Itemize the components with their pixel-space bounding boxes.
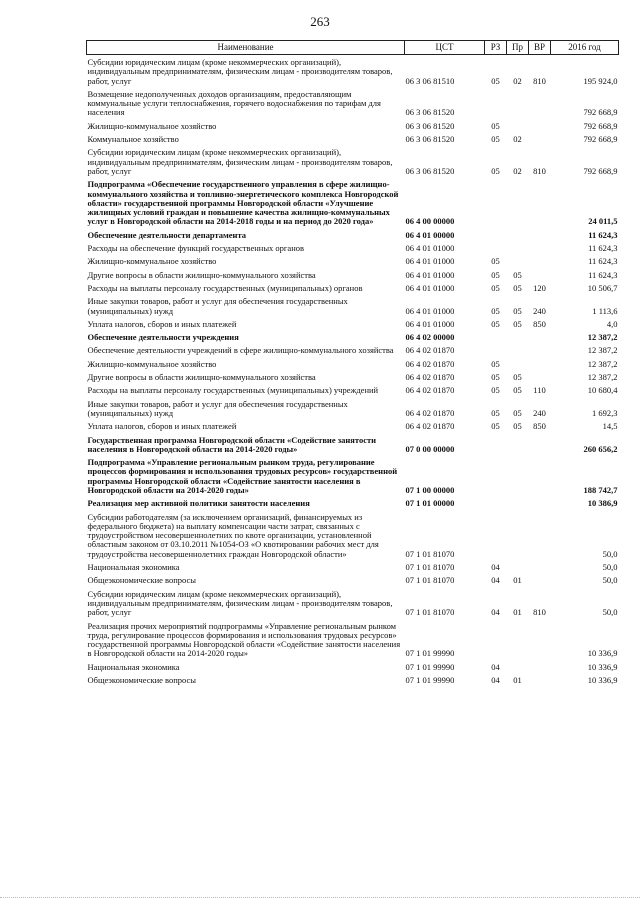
row-rz: 04: [491, 661, 500, 672]
row-pr: 01: [513, 607, 522, 618]
row-rz: 05: [491, 75, 500, 86]
row-name: Обеспечение деятельности департамента: [87, 229, 246, 240]
row-cst: 07 1 01 81070: [405, 548, 455, 559]
row-rz: 05: [491, 269, 500, 280]
row-name: Возмещение недополученных доходов организациям, предоставляющим коммунальные услуги теплоснабжения, горячего водоснабжения по тарифам для населения: [87, 88, 381, 118]
row-rz: 05: [491, 134, 500, 145]
row-cst: 07 1 01 99990: [405, 661, 455, 672]
row-amount: 10 336,9: [587, 675, 618, 686]
row-cst: 07 1 01 99990: [405, 648, 455, 659]
row-amount: 792 668,9: [583, 134, 618, 145]
row-vr: [529, 560, 551, 573]
table-row: [87, 573, 619, 586]
row-pr: [507, 254, 529, 267]
row-amount: 50,0: [602, 607, 618, 618]
row-rz: [485, 241, 507, 254]
row-cst: 06 4 01 01000: [405, 243, 455, 254]
row-pr: 05: [513, 269, 522, 280]
header-pr: Пр: [507, 41, 529, 55]
table-row: [87, 419, 619, 432]
row-amount: 10 506,7: [587, 282, 618, 293]
row-vr: [529, 119, 551, 132]
row-rz: [485, 87, 507, 119]
row-vr: 240: [533, 305, 546, 316]
row-cst: 06 3 06 81520: [405, 107, 455, 118]
table-row: [87, 294, 619, 317]
row-name: Жилищно-коммунальное хозяйство: [87, 358, 217, 369]
row-pr: [507, 433, 529, 456]
row-vr: 810: [533, 75, 546, 86]
row-rz: [485, 455, 507, 496]
header-year: 2016 год: [551, 41, 619, 55]
row-name: Коммунальное хозяйство: [87, 134, 179, 145]
table-row: [87, 660, 619, 673]
row-amount: 11 624,3: [588, 229, 618, 240]
row-vr: [529, 660, 551, 673]
row-name: Национальная экономика: [87, 562, 180, 573]
row-name: Общеэкономические вопросы: [87, 675, 196, 686]
row-cst: 06 4 02 01870: [405, 385, 455, 396]
row-rz: [485, 433, 507, 456]
header-cst: ЦСТ: [405, 41, 485, 55]
row-vr: [529, 433, 551, 456]
row-rz: 05: [491, 407, 500, 418]
row-name: Жилищно-коммунальное хозяйство: [87, 120, 217, 131]
row-rz: [485, 619, 507, 660]
row-amount: 10 336,9: [587, 648, 618, 659]
row-rz: 05: [491, 421, 500, 432]
row-name: Государственная программа Новгородской области «Содействие занятости населения в Новгородской области на 2014-2020 годы»: [87, 434, 377, 454]
row-amount: 195 924,0: [583, 75, 618, 86]
row-pr: [507, 496, 529, 509]
table-row: [87, 496, 619, 509]
row-name: Уплата налогов, сборов и иных платежей: [87, 318, 237, 329]
table-row: [87, 510, 619, 560]
row-pr: 02: [513, 75, 522, 86]
table-row: [87, 132, 619, 145]
table-row: [87, 281, 619, 294]
row-amount: 792 668,9: [583, 107, 618, 118]
row-cst: 07 1 01 00000: [405, 498, 455, 509]
row-pr: [507, 357, 529, 370]
table-row: [87, 343, 619, 356]
table-row: [87, 397, 619, 420]
row-vr: [529, 254, 551, 267]
row-amount: 50,0: [602, 548, 618, 559]
row-amount: 14,5: [602, 421, 618, 432]
header-name: Наименование: [87, 41, 405, 55]
row-vr: [529, 357, 551, 370]
row-amount: 50,0: [602, 562, 618, 573]
page-number: 263: [310, 14, 330, 29]
row-vr: [529, 241, 551, 254]
row-rz: 04: [491, 607, 500, 618]
table-row: [87, 145, 619, 177]
row-rz: [485, 177, 507, 227]
row-name: Другие вопросы в области жилищно-коммунального хозяйства: [87, 269, 316, 280]
row-name: Иные закупки товаров, работ и услуг для обеспечения государственных (муниципальных) нужд: [87, 296, 348, 316]
row-cst: 06 4 00 00000: [405, 216, 455, 227]
row-rz: [485, 496, 507, 509]
row-vr: [529, 228, 551, 241]
row-vr: 850: [533, 421, 546, 432]
row-name: Подпрограмма «Управление региональным рынком труда, регулирование процессов формирования и использования трудовых ресурсов» государственной программы Новгородской области «Содействие занятости населения в Новгородской области на 2014-2020 годы»: [87, 457, 398, 495]
row-pr: [507, 660, 529, 673]
row-pr: 05: [513, 407, 522, 418]
row-amount: 10 680,4: [587, 385, 618, 396]
row-pr: 05: [513, 372, 522, 383]
row-cst: 07 0 00 00000: [405, 443, 455, 454]
table-row: [87, 254, 619, 267]
row-name: Субсидии работодателям (за исключением организаций, финансируемых из федерального бюджета) на выплату компенсации части затрат, связанных с трудоустройством несовершеннолетних по квоте организации, установленной областным законом от 03.10.2011 №1054-ОЗ «О квотировании рабочих мест для трудоустройства несовершеннолетних граждан Новгородской области»: [87, 511, 379, 559]
row-pr: 05: [513, 421, 522, 432]
table-row: [87, 177, 619, 227]
table-row: [87, 228, 619, 241]
row-rz: 04: [491, 675, 500, 686]
bottom-edge-artifact: [0, 893, 640, 898]
table-row: [87, 268, 619, 281]
row-cst: 06 4 02 01870: [405, 421, 455, 432]
row-rz: 05: [491, 165, 500, 176]
row-vr: [529, 370, 551, 383]
row-pr: [507, 455, 529, 496]
row-rz: [485, 510, 507, 560]
row-cst: 06 4 01 01000: [405, 318, 455, 329]
row-amount: 10 336,9: [587, 661, 618, 672]
row-name: Расходы на обеспечение функций государственных органов: [87, 243, 305, 254]
row-pr: 05: [513, 282, 522, 293]
row-amount: 24 011,5: [588, 216, 618, 227]
row-rz: [485, 343, 507, 356]
table-row: [87, 87, 619, 119]
row-cst: 06 4 02 01870: [405, 372, 455, 383]
row-cst: 06 4 02 01870: [405, 407, 455, 418]
row-amount: 50,0: [602, 575, 618, 586]
row-rz: 05: [491, 372, 500, 383]
row-vr: 110: [533, 385, 546, 396]
row-cst: 07 1 00 00000: [405, 484, 455, 495]
row-cst: 07 1 01 81070: [405, 607, 455, 618]
row-cst: 06 4 01 01000: [405, 256, 455, 267]
row-cst: 06 3 06 81520: [405, 165, 455, 176]
row-pr: [507, 228, 529, 241]
table-row: [87, 433, 619, 456]
row-amount: 792 668,9: [583, 165, 618, 176]
row-pr: 05: [513, 305, 522, 316]
row-vr: 120: [533, 282, 546, 293]
table-row: [87, 587, 619, 619]
row-name: Субсидии юридическим лицам (кроме некоммерческих организаций), индивидуальным предпринимателям, физическим лицам - производителям товаров, работ, услуг: [87, 588, 393, 618]
row-amount: 12 387,2: [587, 358, 618, 369]
table-row: [87, 330, 619, 343]
header-rz: РЗ: [485, 41, 507, 55]
row-pr: 05: [513, 318, 522, 329]
row-rz: 04: [491, 575, 500, 586]
row-rz: [485, 228, 507, 241]
table-row: [87, 560, 619, 573]
row-vr: [529, 573, 551, 586]
header-vr: ВР: [529, 41, 551, 55]
table-body: [87, 55, 619, 687]
row-name: Реализация прочих мероприятий подпрограммы «Управление региональным рынком труда, регулирование процессов формирования и использования трудовых ресурсов» государственной программы Новгородской области «Содействие занятости населения в Новгородской области на 2014-2020 годы»: [87, 620, 401, 659]
row-vr: 850: [533, 318, 546, 329]
row-cst: 06 4 02 00000: [405, 332, 455, 343]
row-name: Подпрограмма «Обеспечение государственного управления в сфере жилищно-коммунального хозяйства и топливно-энергетического комплекса Новгородской области» государственной программы Новгородской области «Улучшение жилищных условий граждан и повышение качества жилищно-коммунальных услуг в Новгородской области на 2014-2018 годы и на период до 2020 года»: [87, 179, 399, 227]
table-row: [87, 241, 619, 254]
row-pr: [507, 87, 529, 119]
row-amount: 260 656,2: [583, 443, 618, 454]
row-cst: 06 3 06 81510: [405, 75, 455, 86]
row-amount: 792 668,9: [583, 120, 618, 131]
row-pr: 02: [513, 165, 522, 176]
row-pr: [507, 177, 529, 227]
row-name: Иные закупки товаров, работ и услуг для обеспечения государственных (муниципальных) нужд: [87, 398, 348, 418]
row-pr: [507, 343, 529, 356]
row-rz: 05: [491, 282, 500, 293]
row-amount: 12 387,2: [587, 372, 618, 383]
row-amount: 12 387,2: [587, 345, 618, 356]
row-cst: 07 1 01 81070: [405, 575, 455, 586]
row-name: Субсидии юридическим лицам (кроме некоммерческих организаций), индивидуальным предпринимателям, физическим лицам - производителям товаров, работ, услуг: [87, 147, 393, 176]
row-amount: 11 624,3: [588, 243, 618, 254]
row-pr: [507, 560, 529, 573]
row-pr: 05: [513, 385, 522, 396]
row-amount: 10 386,9: [587, 498, 618, 509]
row-cst: 06 4 02 01870: [405, 345, 455, 356]
row-name: Реализация мер активной политики занятости населения: [87, 498, 310, 509]
row-pr: 01: [513, 575, 522, 586]
row-vr: [529, 330, 551, 343]
row-vr: [529, 268, 551, 281]
row-name: Расходы на выплаты персоналу государственных (муниципальных) учреждений: [87, 385, 379, 396]
row-pr: 01: [513, 675, 522, 686]
row-name: Жилищно-коммунальное хозяйство: [87, 256, 217, 267]
row-pr: [507, 119, 529, 132]
row-amount: 12 387,2: [587, 332, 618, 343]
budget-table: [86, 40, 619, 686]
table-row: [87, 455, 619, 496]
row-amount: 1 692,3: [592, 407, 618, 418]
row-vr: [529, 177, 551, 227]
table-row: [87, 119, 619, 132]
row-rz: [485, 330, 507, 343]
row-vr: [529, 343, 551, 356]
row-amount: 11 624,3: [588, 269, 618, 280]
row-rz: 05: [491, 385, 500, 396]
row-pr: [507, 510, 529, 560]
table-row: [87, 55, 619, 87]
row-amount: 1 113,6: [592, 305, 618, 316]
row-vr: [529, 619, 551, 660]
row-vr: [529, 510, 551, 560]
row-vr: [529, 496, 551, 509]
row-amount: 188 742,7: [583, 484, 618, 495]
row-cst: 06 4 01 01000: [405, 269, 455, 280]
row-name: Национальная экономика: [87, 661, 180, 672]
row-rz: 04: [491, 562, 500, 573]
row-rz: 05: [491, 305, 500, 316]
table-row: [87, 383, 619, 396]
row-pr: 02: [513, 134, 522, 145]
row-cst: 06 4 01 00000: [405, 229, 455, 240]
row-name: Уплата налогов, сборов и иных платежей: [87, 421, 237, 432]
row-cst: 06 3 06 81520: [405, 134, 455, 145]
row-rz: 05: [491, 318, 500, 329]
table-row: [87, 357, 619, 370]
table-header: [87, 41, 619, 55]
table-row: [87, 370, 619, 383]
row-vr: [529, 455, 551, 496]
row-pr: [507, 619, 529, 660]
row-name: Субсидии юридическим лицам (кроме некоммерческих организаций), индивидуальным предпринимателям, физическим лицам - производителям товаров, работ, услуг: [87, 57, 393, 86]
table-row: [87, 317, 619, 330]
row-vr: [529, 132, 551, 145]
row-name: Другие вопросы в области жилищно-коммунального хозяйства: [87, 372, 316, 383]
row-vr: [529, 673, 551, 686]
table-row: [87, 619, 619, 660]
row-cst: 07 1 01 81070: [405, 562, 455, 573]
row-pr: [507, 330, 529, 343]
row-cst: 06 4 01 01000: [405, 282, 455, 293]
row-name: Обеспечение деятельности учреждений в сфере жилищно-коммунального хозяйства: [87, 345, 394, 356]
row-pr: [507, 241, 529, 254]
row-name: Расходы на выплаты персоналу государственных (муниципальных) органов: [87, 282, 363, 293]
row-cst: 07 1 01 99990: [405, 675, 455, 686]
row-cst: 06 4 01 01000: [405, 305, 455, 316]
row-vr: [529, 87, 551, 119]
table-row: [87, 673, 619, 686]
row-vr: 240: [533, 407, 546, 418]
row-name: Обеспечение деятельности учреждения: [87, 332, 239, 343]
row-cst: 06 4 02 01870: [405, 358, 455, 369]
row-rz: 05: [491, 256, 500, 267]
row-name: Общеэкономические вопросы: [87, 575, 196, 586]
row-rz: 05: [491, 120, 500, 131]
row-amount: 11 624,3: [588, 256, 618, 267]
row-rz: 05: [491, 358, 500, 369]
row-cst: 06 3 06 81520: [405, 120, 455, 131]
row-amount: 4,0: [606, 318, 618, 329]
row-vr: 810: [533, 165, 546, 176]
row-vr: 810: [533, 607, 546, 618]
